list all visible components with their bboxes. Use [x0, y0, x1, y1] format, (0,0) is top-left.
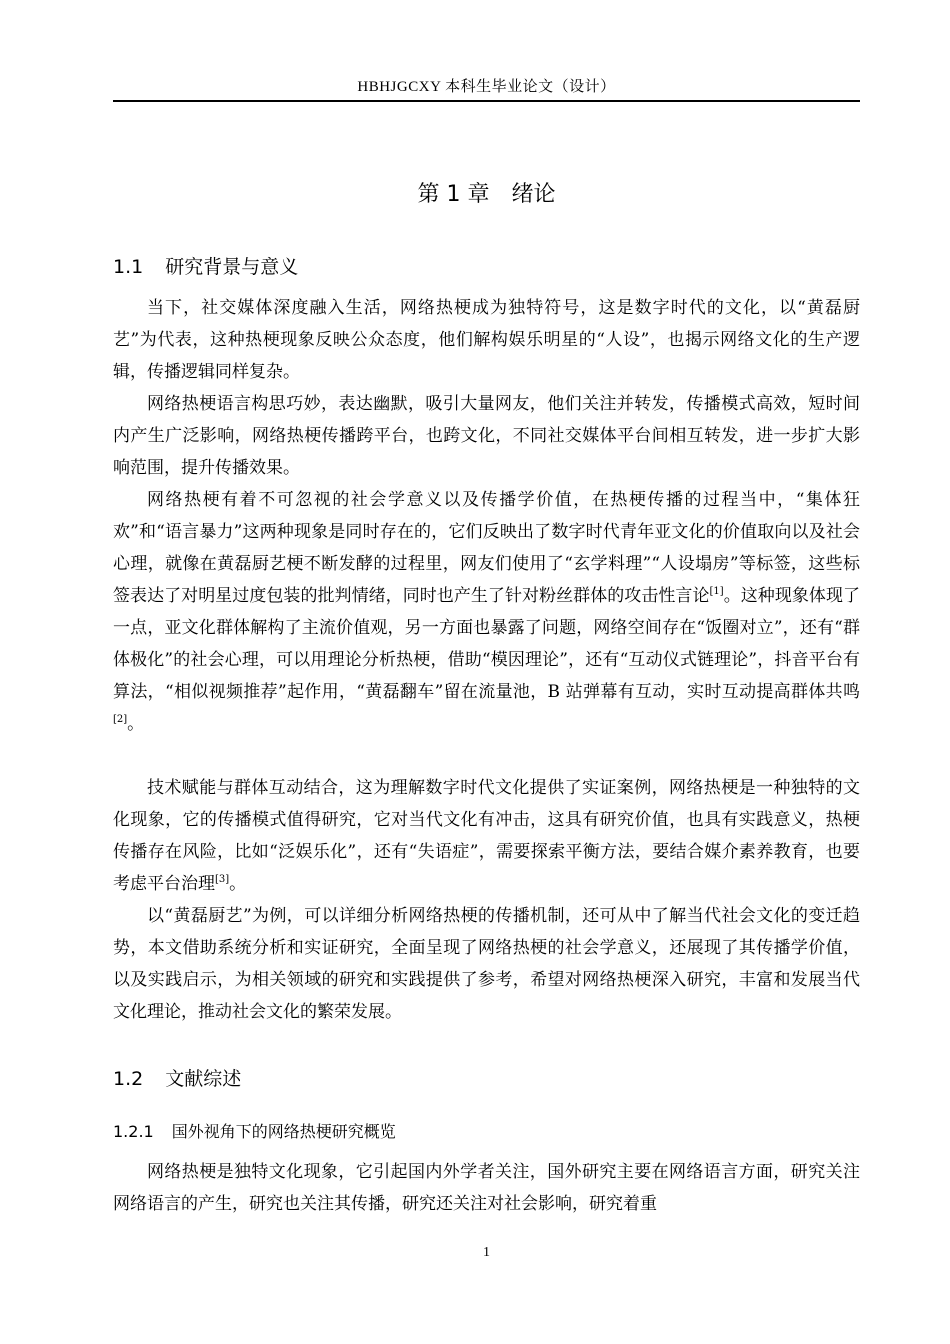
- section-title: 研究背景与意义: [165, 256, 299, 278]
- subsection-heading-1-2-1: [113, 1121, 860, 1143]
- subsection-number: 1.2.1: [113, 1122, 154, 1141]
- paragraph-4-text-a: 技术赋能与群体互动结合，这为理解数字时代文化提供了实证案例，网络热梗是一种独特的文化现象，它的传播模式值得研究，它对当代文化有冲击，这具有研究价值，也具有实践意义，热梗传播存在风险，比如“泛娱乐化”，还有“失语症”，需要探索平衡方法，要结合媒介素养教育，也要考虑平台治理: [113, 778, 860, 894]
- citation-1: [1]: [709, 586, 724, 597]
- paragraph-3-text-a: 网络热梗有着不可忽视的社会学意义以及传播学价值，在热梗传播的过程当中，“集体狂欢”和“语言暴力”这两种现象是同时存在的，它们反映出了数字时代青年亚文化的价值取向以及社会心理，就像在黄磊厨艺梗不断发酵的过程里，网友们使用了“玄学料理”“人设塌房”等标签，这些标签表达了对明星过度包装的批判情绪，同时也产生了针对粉丝群体的攻击性言论: [113, 490, 860, 606]
- section-title: 文献综述: [165, 1068, 242, 1090]
- running-header: HBHJGCXY 本科生毕业论文（设计）: [357, 79, 616, 95]
- citation-2: [2]: [113, 714, 128, 725]
- section-heading-1-1: [113, 254, 860, 280]
- subsection-title: 国外视角下的网络热梗研究概览: [171, 1122, 396, 1141]
- section-number: 1.1: [113, 256, 144, 278]
- paragraph-1: 当下，社交媒体深度融入生活，网络热梗成为独特符号，这是数字时代的文化，以“黄磊厨艺”为代表，这种热梗现象反映公众态度，他们解构娱乐明星的“人设”，也揭示网络文化的生产逻辑，传播逻辑同样复杂。: [113, 298, 860, 382]
- paragraph-3: [113, 484, 860, 740]
- paragraph-6: 网络热梗是独特文化现象，它引起国内外学者关注，国外研究主要在网络语言方面，研究关注网络语言的产生，研究也关注其传播，研究还关注对社会影响，研究着重: [113, 1162, 860, 1214]
- paragraph-4-text-b: 。: [229, 874, 247, 894]
- paragraph-3-text-b: 。这种现象体现了一点，亚文化群体解构了主流价值观，另一方面也暴露了问题，网络空间存在“饭圈对立”，还有“群体极化”的社会心理，可以用理论分析热梗，借助“模因理论”，还有“互动仪式链理论”，抖音平台有算法，“相似视频推荐”起作用，“黄磊翻车”留在流量池，B 站弹幕有互动，实时互动提高群体共鸣: [113, 586, 861, 702]
- section-number: 1.2: [113, 1068, 144, 1090]
- paragraph-3-text-c: 。: [127, 714, 145, 734]
- paragraph-2: 网络热梗语言构思巧妙，表达幽默，吸引大量网友，他们关注并转发，传播模式高效，短时间内产生广泛影响，网络热梗传播跨平台，也跨文化，不同社交媒体平台间相互转发，进一步扩大影响范围，提升传播效果。: [113, 394, 860, 478]
- chapter-title: 第 1 章 绪论: [417, 182, 556, 207]
- citation-3: [3]: [215, 874, 230, 885]
- header-rule: [113, 100, 860, 102]
- page-number: 1: [483, 1245, 490, 1260]
- paragraph-4: [113, 772, 860, 900]
- paragraph-5: 以“黄磊厨艺”为例，可以详细分析网络热梗的传播机制，还可从中了解当代社会文化的变迁趋势，本文借助系统分析和实证研究，全面呈现了网络热梗的社会学意义，还展现了其传播学价值，以及实践启示，为相关领域的研究和实践提供了参考，希望对网络热梗深入研究，丰富和发展当代文化理论，推动社会文化的繁荣发展。: [113, 906, 860, 1022]
- section-heading-1-2: [113, 1066, 860, 1092]
